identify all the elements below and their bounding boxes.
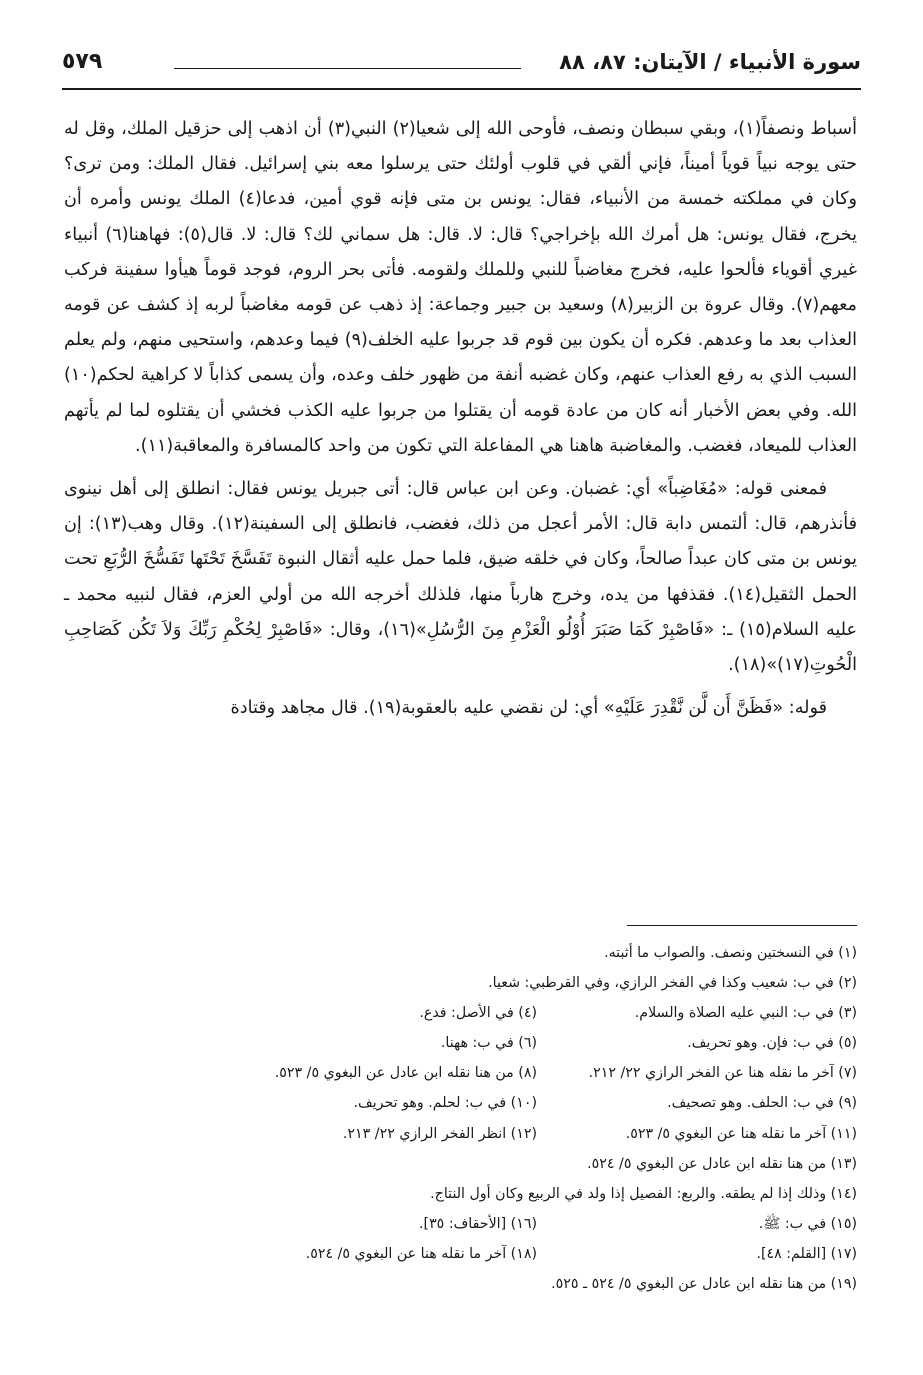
footnote: (٩) في ب: الحلف. وهو تصحيف. [667,1095,857,1112]
footnote-row [64,1239,857,1269]
footnote: (١٦) [الأحقاف: ٣٥]. [419,1215,537,1232]
page-header [62,40,861,90]
footnotes [64,938,857,1299]
paragraph-2: فمعنى قوله: «مُغَاضِباً» أي: غضبان. وعن ابن عباس قال: أتى جبريل يونس فقال: انطلق إلى أهل نينوى فأنذرهم، قال: ألتمس دابة قال: الأمر أعجل من ذلك، فغضب، فانطلق إلى السفينة(١٢). وقال وهب(١٣): إن يونس بن متى كان عبداً صالحاً، وكان في خلقه ضيق، فلما حمل عليه أثقال النبوة تَفَسَّخَ تَحْتَها تَفَسُّخَ الرُّبَعِ تحت الحمل الثقيل(١٤). فقذفها من يده، وخرج هارباً منها، فلذلك أخرجه الله من أولي العزم، فقال لنبيه محمد ـ عليه السلام(١٥) ـ: «فَاصْبِرْ كَمَا صَبَرَ أُوْلُو الْعَزْمِ مِنَ الرُّسُلِ»(١٦)، وقال: «فَاصْبِرْ لِحُكْمِ رَبِّكَ وَلاَ تَكُن كَصَاحِبِ الْحُوتِ(١٧)»(١٨). [64,479,858,676]
footnote: (١١) آخر ما نقله هنا عن البغوي ٥/ ٥٢٣. [625,1125,857,1142]
footnote-row [64,968,857,998]
footnote: (١٣) من هنا نقله ابن عادل عن البغوي ٥/ ٥٢٤. [587,1155,857,1172]
footnote: (٨) من هنا نقله ابن عادل عن البغوي ٥/ ٥٢٣. [274,1065,537,1082]
footnote: (٤) في الأصل: فدع. [419,1005,537,1022]
footnote-row [64,1119,857,1149]
footnote: (٣) في ب: النبي عليه الصلاة والسلام. [634,1005,857,1022]
footnote: (٧) آخر ما نقله هنا عن الفخر الرازي ٢٢/ ٢١٢. [588,1065,857,1082]
footnote-row [64,1028,857,1058]
footnote: (١٥) في ب: ﷺ. [758,1215,857,1232]
footnote-divider [627,925,857,926]
footnote: (١٩) من هنا نقله ابن عادل عن البغوي ٥/ ٥٢٤ ـ ٥٢٥. [551,1276,857,1293]
footnote: (٦) في ب: ههنا. [440,1035,537,1052]
footnote: (٥) في ب: فإن. وهو تحريف. [687,1035,857,1052]
footnote-row [64,1088,857,1118]
paragraph-3: قوله: «فَظَنَّ أَن لَّن نَّقْدِرَ عَلَيْهِ» أي: لن نقضي عليه بالعقوبة(١٩). قال مجاهد وقتادة [230,698,827,719]
footnote: (٢) في ب: شعيب وكذا في الفخر الرازي، وفي القرطبي: شعيا. [488,975,857,992]
footnote-row [64,1179,857,1209]
footnote: (١٤) وذلك إذا لم يطقه. والربع: الفصيل إذا ولد في الربيع وكان أول النتاج. [430,1185,857,1202]
footnote: (١٧) [القلم: ٤٨]. [756,1245,857,1262]
footnote-row [64,938,857,968]
footnote-row [64,1149,857,1179]
header-rule [174,68,521,69]
paragraph-1: أسباط ونصفاً(١)، وبقي سبطان ونصف، فأوحى الله إلى شعيا(٢) النبي(٣) أن اذهب إلى حزقيل الملك، وقل له حتى يوجه نبياً قوياً أميناً، فإني ألقي في قلوب أولئك حتى يرسلوا معه بني إسرائيل. فقال الملك: ومن ترى؟ وكان في مملكته خمسة من الأنبياء، فقال: يونس بن متى فإنه قوي أمين، فدعا(٤) الملك يونس وأمره أن يخرج، فقال يونس: هل أمرك الله بإخراجي؟ قال: لا. قال: هل سماني لك؟ قال: لا. قال(٥): فهاهنا(٦) أنبياء غيري أقوياء فألحوا عليه، فخرج مغاضباً للنبي وللملك ولقومه. فأتى بحر الروم، فوجد قوماً هيأوا سفينة فركب معهم(٧). وقال عروة بن الزبير(٨) وسعيد بن جبير وجماعة: إذ ذهب عن قومه مغاضباً لربه إذ كشف عن قومه العذاب بعد ما وعدهم. فكره أن يكون بين قوم قد جربوا عليه الخلف(٩) فيما وعدهم، واستحيى منهم، ولم يعلم السبب الذي به رفع العذاب عنهم، وكان غضبه أنفة من ظهور خلف وعده، وأن يسمى كذاباً لا كراهية لحكم(١٠) الله. وفي بعض الأخبار أنه كان من عادة قومه أن يقتلوا من جربوا عليه الكذب فخشي أن يقتلوه لما لم يأتهم العذاب للميعاد، فغضب. والمغاضبة هاهنا هي المفاعلة التي تكون من واحد كالمسافرة والمعاقبة(١١). [64,119,858,456]
footnote-row [64,1269,857,1299]
page-number: ٥٧٩ [62,49,103,74]
footnote: (١٢) انظر الفخر الرازي ٢٢/ ٢١٣. [342,1125,537,1142]
footnote-row [64,1058,857,1088]
footnote-row [64,998,857,1028]
footnote: (١٨) آخر ما نقله هنا عن البغوي ٥/ ٥٢٤. [305,1245,537,1262]
main-text [64,112,857,726]
footnote-row [64,1209,857,1239]
surah-title: سورة الأنبياء / الآيتان: ٨٧، ٨٨ [559,50,861,74]
footnote: (١) في النسختين ونصف. والصواب ما أثبته. [604,945,857,961]
footnote: (١٠) في ب: لحلم. وهو تحريف. [353,1095,537,1112]
